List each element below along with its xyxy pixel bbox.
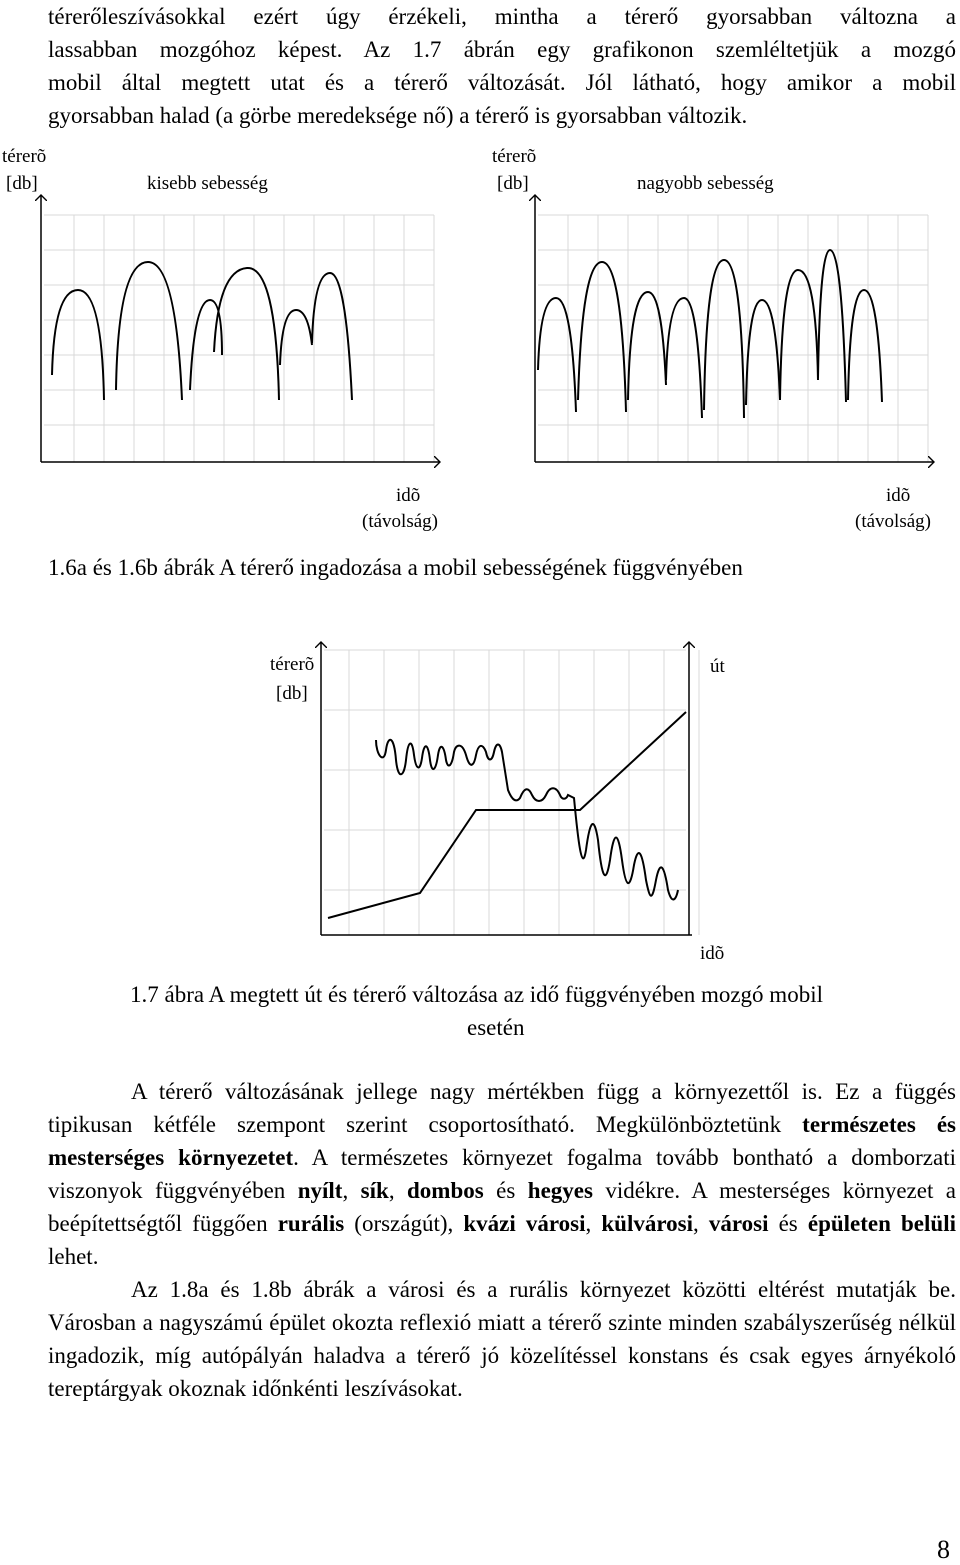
- grid-1-6b: [538, 215, 928, 462]
- p1-sep-1: ,: [342, 1178, 361, 1203]
- top-line-3: mobil által megtett utat és a térerő változását. Jól látható, hogy amikor a mobil: [48, 70, 956, 95]
- fig17-xlabel: idõ: [700, 943, 725, 964]
- fig17-ylabel-left-2: [db]: [276, 683, 308, 704]
- grid-1-7: [324, 650, 699, 935]
- fig16b-title: nagyobb sebesség: [637, 173, 774, 194]
- p1-text-u: lehet.: [48, 1244, 99, 1269]
- p1-text-c: . A természetes környezet fogalma tovább bontható a domborzati viszonyok függvényében: [48, 1145, 956, 1203]
- p1-bold-open: nyílt: [297, 1178, 343, 1203]
- caption-fig-1-7-line-1: 1.7 ábra A megtett út és térerő változása az idő függvényében mozgó mobil: [130, 982, 823, 1007]
- fig16a-ylabel: térerõ: [2, 146, 47, 167]
- page-number: 8: [937, 1535, 950, 1564]
- fading-curve-1-6a: [52, 262, 352, 400]
- fig16a-title: kisebb sebesség: [147, 173, 268, 194]
- body-paragraph-2: Az 1.8a és 1.8b ábrák a városi és a rurális környezet közötti eltérést mutatják be. Városban a nagyszámú épület okozta reflexió miatt a térerő szinte minden szabályszerűség nélkül ingadozik, míg autópályán haladva a térerő jó közelítéssel konstans és csak egyes árnyékoló tereptárgyak okoznak időnkénti leszívásokat.: [48, 1277, 956, 1401]
- fading-curve-1-6b: [538, 250, 882, 418]
- fig17-ylabel-left-1: térerõ: [270, 654, 315, 675]
- body-text: [48, 1075, 956, 1405]
- fig16a-xlabel-1: idõ: [396, 485, 421, 506]
- p1-bold-environments: természetes és mesterséges környezetet: [48, 1112, 956, 1170]
- fig16b-ylabel: térerõ: [492, 146, 537, 167]
- grid-1-6a: [44, 215, 434, 462]
- p1-text-k: vidékre. A mesterséges környezet a beépítettségtől függően: [48, 1178, 956, 1236]
- fig16b-xlabel-1: idõ: [886, 485, 911, 506]
- p1-text-m: (országút),: [344, 1211, 464, 1236]
- p1-sep-5: ,: [692, 1211, 709, 1236]
- p1-bold-mountain: hegyes: [527, 1178, 593, 1203]
- p1-bold-flat: sík: [360, 1178, 389, 1203]
- fig16a-yunit: [db]: [6, 173, 38, 194]
- body-paragraph-1: [48, 1075, 956, 1273]
- field-strength-curve-1-7: [376, 740, 678, 900]
- distance-curve-1-7: [328, 712, 686, 918]
- fig16b-xlabel-2: (távolság): [855, 511, 931, 532]
- fig16b-yunit: [db]: [497, 173, 529, 194]
- p1-bold-suburban: külvárosi: [601, 1211, 693, 1236]
- figure-1-7: [321, 642, 699, 935]
- p1-bold-indoor: épületen belüli: [807, 1211, 956, 1236]
- p1-bold-hilly: dombos: [407, 1178, 484, 1203]
- p1-text-a: A térerő változásának jellege nagy mértékben függ a környezettől is. Ez a függés tipikusan kétféle szempont szerint csoportosítható. Megkülönböztetünk: [48, 1079, 956, 1137]
- fig16a-xlabel-2: (távolság): [362, 511, 438, 532]
- figure-1-6b: [535, 195, 934, 462]
- figure-1-6a: [41, 195, 440, 462]
- p1-sep-4: ,: [585, 1211, 602, 1236]
- top-line-2: lassabban mozgóhoz képest. Az 1.7 ábrán egy grafikonon szemléltetjük a mozgó: [48, 37, 956, 62]
- fig17-ylabel-right: út: [710, 656, 725, 677]
- p1-sep-6: és: [768, 1211, 808, 1236]
- caption-fig-1-7-line-2: esetén: [467, 1015, 525, 1040]
- p1-bold-quasi-urban: kvázi városi: [463, 1211, 586, 1236]
- p1-bold-rural: rurális: [277, 1211, 345, 1236]
- top-line-4: gyorsabban halad (a görbe meredeksége nő) a térerő is gyorsabban változik.: [48, 103, 748, 128]
- top-line-1: térerőleszívásokkal ezért úgy érzékeli, mintha a térerő gyorsabban változna a: [48, 4, 956, 29]
- p1-sep-3: és: [483, 1178, 528, 1203]
- p1-bold-urban: városi: [708, 1211, 769, 1236]
- caption-fig-1-6: 1.6a és 1.6b ábrák A térerő ingadozása a mobil sebességének függvényében: [48, 555, 743, 580]
- p1-sep-2: ,: [388, 1178, 408, 1203]
